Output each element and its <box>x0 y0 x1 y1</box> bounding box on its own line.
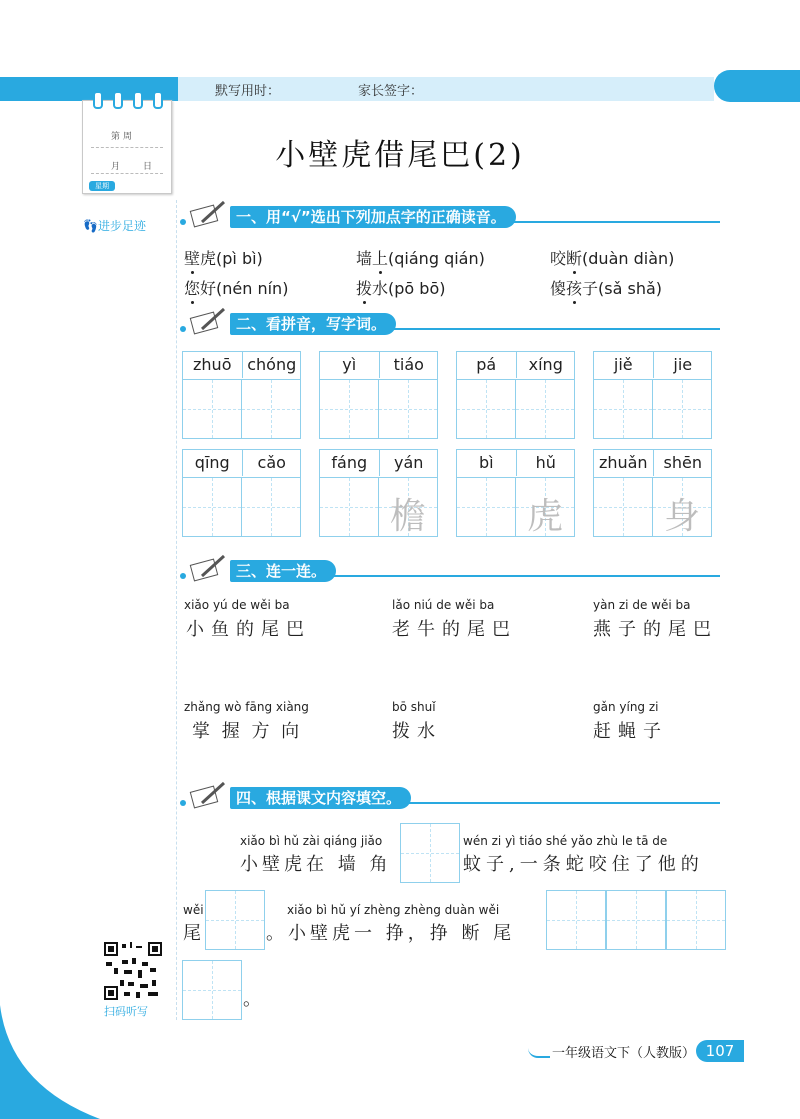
header-bar-right <box>714 70 800 102</box>
motto-text: 进步足迹 <box>97 219 146 233</box>
char-cell[interactable] <box>320 379 378 438</box>
day-label: 日 <box>143 162 153 172</box>
corner-wave-decoration <box>0 1005 110 1119</box>
fill-pinyin-2b: xiǎo bì hǔ yí zhèng zhèng duàn wěi <box>287 903 500 917</box>
reading-item-3: 咬断(duàn diàn) <box>550 249 675 268</box>
char-cell[interactable] <box>515 477 574 536</box>
trace-character: 檐 <box>389 496 426 537</box>
pinyin-top-3: yàn zi de wěi ba <box>593 598 691 612</box>
header-bar-left <box>0 77 178 101</box>
dictation-time-label: 默写用时： <box>215 84 281 99</box>
pencil-notebook-icon <box>188 307 228 335</box>
pinyin-label: tiáo <box>379 352 439 378</box>
fill-text-2a: 尾 <box>183 923 208 944</box>
pinyin-label: jiě <box>613 355 633 374</box>
month-label: 月 <box>111 162 121 172</box>
char-cell[interactable] <box>515 379 574 438</box>
write-box-6[interactable] <box>182 960 242 1020</box>
footer-swoosh <box>528 1046 550 1058</box>
char-cell[interactable] <box>378 477 437 536</box>
pinyin-label: cǎo <box>242 450 302 476</box>
write-box-4[interactable] <box>606 890 666 950</box>
footprint-icon: 👣 <box>83 219 98 233</box>
write-box-2[interactable] <box>205 890 265 950</box>
section-1-header <box>180 206 720 230</box>
pinyin-label: fáng <box>331 453 368 472</box>
reading-item-6: 傻孩子(sǎ shǎ) <box>550 279 663 298</box>
match-item-bottom-1[interactable]: 掌 握 方 向 <box>192 721 303 742</box>
scan-to-dictate-label: 扫码听写 <box>104 1005 148 1018</box>
match-item-bottom-3[interactable]: 赶蝇子 <box>593 721 668 742</box>
section-3-header <box>180 560 720 584</box>
char-cell[interactable] <box>241 477 300 536</box>
reading-item-2: 墙上(qiáng qián) <box>356 249 485 268</box>
reading-item-1: 壁虎(pì bì) <box>184 249 263 268</box>
binder-ring-icon <box>153 91 163 109</box>
pinyin-write-box[interactable] <box>456 449 575 537</box>
pinyin-top-2: lǎo niú de wěi ba <box>392 598 495 612</box>
write-box-3[interactable] <box>546 890 606 950</box>
book-title: 一年级语文下（人教版） <box>552 1046 696 1061</box>
section-3-title: 三、连一连。 <box>230 560 336 582</box>
fill-pinyin-1b: wén zi yì tiáo shé yǎo zhù le tā de <box>463 834 668 848</box>
pencil-notebook-icon <box>188 554 228 582</box>
pencil-notebook-icon <box>188 781 228 809</box>
char-cell[interactable] <box>183 379 241 438</box>
match-item-top-3[interactable]: 燕子的尾巴 <box>593 619 718 640</box>
char-cell[interactable] <box>320 477 378 536</box>
fill-text-2b: 。小壁虎一 挣，挣 断 尾 <box>266 923 516 944</box>
pinyin-label: yì <box>342 355 357 374</box>
pinyin-label: yán <box>379 450 439 476</box>
pinyin-write-box[interactable] <box>456 351 575 439</box>
pinyin-label: pá <box>476 355 497 374</box>
char-cell[interactable] <box>594 379 652 438</box>
char-cell[interactable] <box>594 477 652 536</box>
pinyin-write-box[interactable] <box>319 449 438 537</box>
pinyin-label: hǔ <box>516 450 576 476</box>
fill-pinyin-2a: wěi <box>183 903 204 917</box>
page-number: 107 <box>696 1040 744 1062</box>
section-2-title: 二、看拼音，写字词。 <box>230 313 396 335</box>
char-cell[interactable] <box>241 379 300 438</box>
fill-pinyin-1a: xiǎo bì hǔ zài qiáng jiǎo <box>240 834 383 848</box>
week-label: 第 周 <box>111 132 132 142</box>
pinyin-bottom-2: bō shuǐ <box>392 700 436 714</box>
char-cell[interactable] <box>457 477 515 536</box>
pinyin-label: qīng <box>194 453 230 472</box>
pinyin-label: chóng <box>242 352 302 378</box>
pinyin-write-box[interactable] <box>182 351 301 439</box>
char-cell[interactable] <box>183 477 241 536</box>
margin-line <box>176 200 177 1020</box>
pinyin-label: zhuǎn <box>598 453 648 472</box>
pencil-notebook-icon <box>188 200 228 228</box>
char-cell[interactable] <box>652 477 711 536</box>
match-item-bottom-2[interactable]: 拨水 <box>392 721 442 742</box>
pinyin-label: bì <box>478 453 494 472</box>
parent-signature-label: 家长签字： <box>358 84 424 99</box>
trace-character: 虎 <box>526 496 563 537</box>
reading-item-4: 您好(nén nín) <box>184 279 289 298</box>
section-4-title: 四、根据课文内容填空。 <box>230 787 411 809</box>
section-4-header <box>180 787 720 811</box>
pinyin-write-box[interactable] <box>593 449 712 537</box>
pinyin-label: shēn <box>653 450 713 476</box>
trace-character: 身 <box>663 496 700 537</box>
write-box-5[interactable] <box>666 890 726 950</box>
pinyin-top-1: xiǎo yú de wěi ba <box>184 598 290 612</box>
binder-ring-icon <box>133 91 143 109</box>
qr-code-icon[interactable] <box>104 942 162 1000</box>
pinyin-bottom-3: gǎn yíng zi <box>593 700 659 714</box>
pinyin-bottom-1: zhǎng wò fāng xiàng <box>184 700 309 714</box>
char-cell[interactable] <box>652 379 711 438</box>
pinyin-label: xíng <box>516 352 576 378</box>
section-1-title: 一、用“√”选出下列加点字的正确读音。 <box>230 206 516 228</box>
char-cell[interactable] <box>378 379 437 438</box>
reading-item-5: 拨水(pō bō) <box>356 279 446 298</box>
page-title: 小壁虎借尾巴(2) <box>275 138 525 173</box>
pinyin-write-box[interactable] <box>182 449 301 537</box>
pinyin-label: zhuō <box>193 355 232 374</box>
char-cell[interactable] <box>457 379 515 438</box>
match-item-top-2[interactable]: 老牛的尾巴 <box>392 619 517 640</box>
progress-footprint-motto <box>83 217 146 234</box>
pinyin-label: jie <box>653 352 713 378</box>
binder-ring-icon <box>93 91 103 109</box>
weekday-badge: 星期 <box>89 181 115 191</box>
write-box-1[interactable] <box>400 823 460 883</box>
binder-ring-icon <box>113 91 123 109</box>
section-2-header <box>180 313 720 337</box>
fill-text-1a: 小壁虎在 墙 角 <box>240 854 392 875</box>
pinyin-write-box[interactable] <box>319 351 438 439</box>
fill-text-1b: 蚊子,一条蛇咬住了他的 <box>463 854 704 875</box>
pinyin-write-box[interactable] <box>593 351 712 439</box>
match-item-top-1[interactable]: 小鱼的尾巴 <box>186 619 311 640</box>
fill-end-period: 。 <box>243 989 268 1010</box>
